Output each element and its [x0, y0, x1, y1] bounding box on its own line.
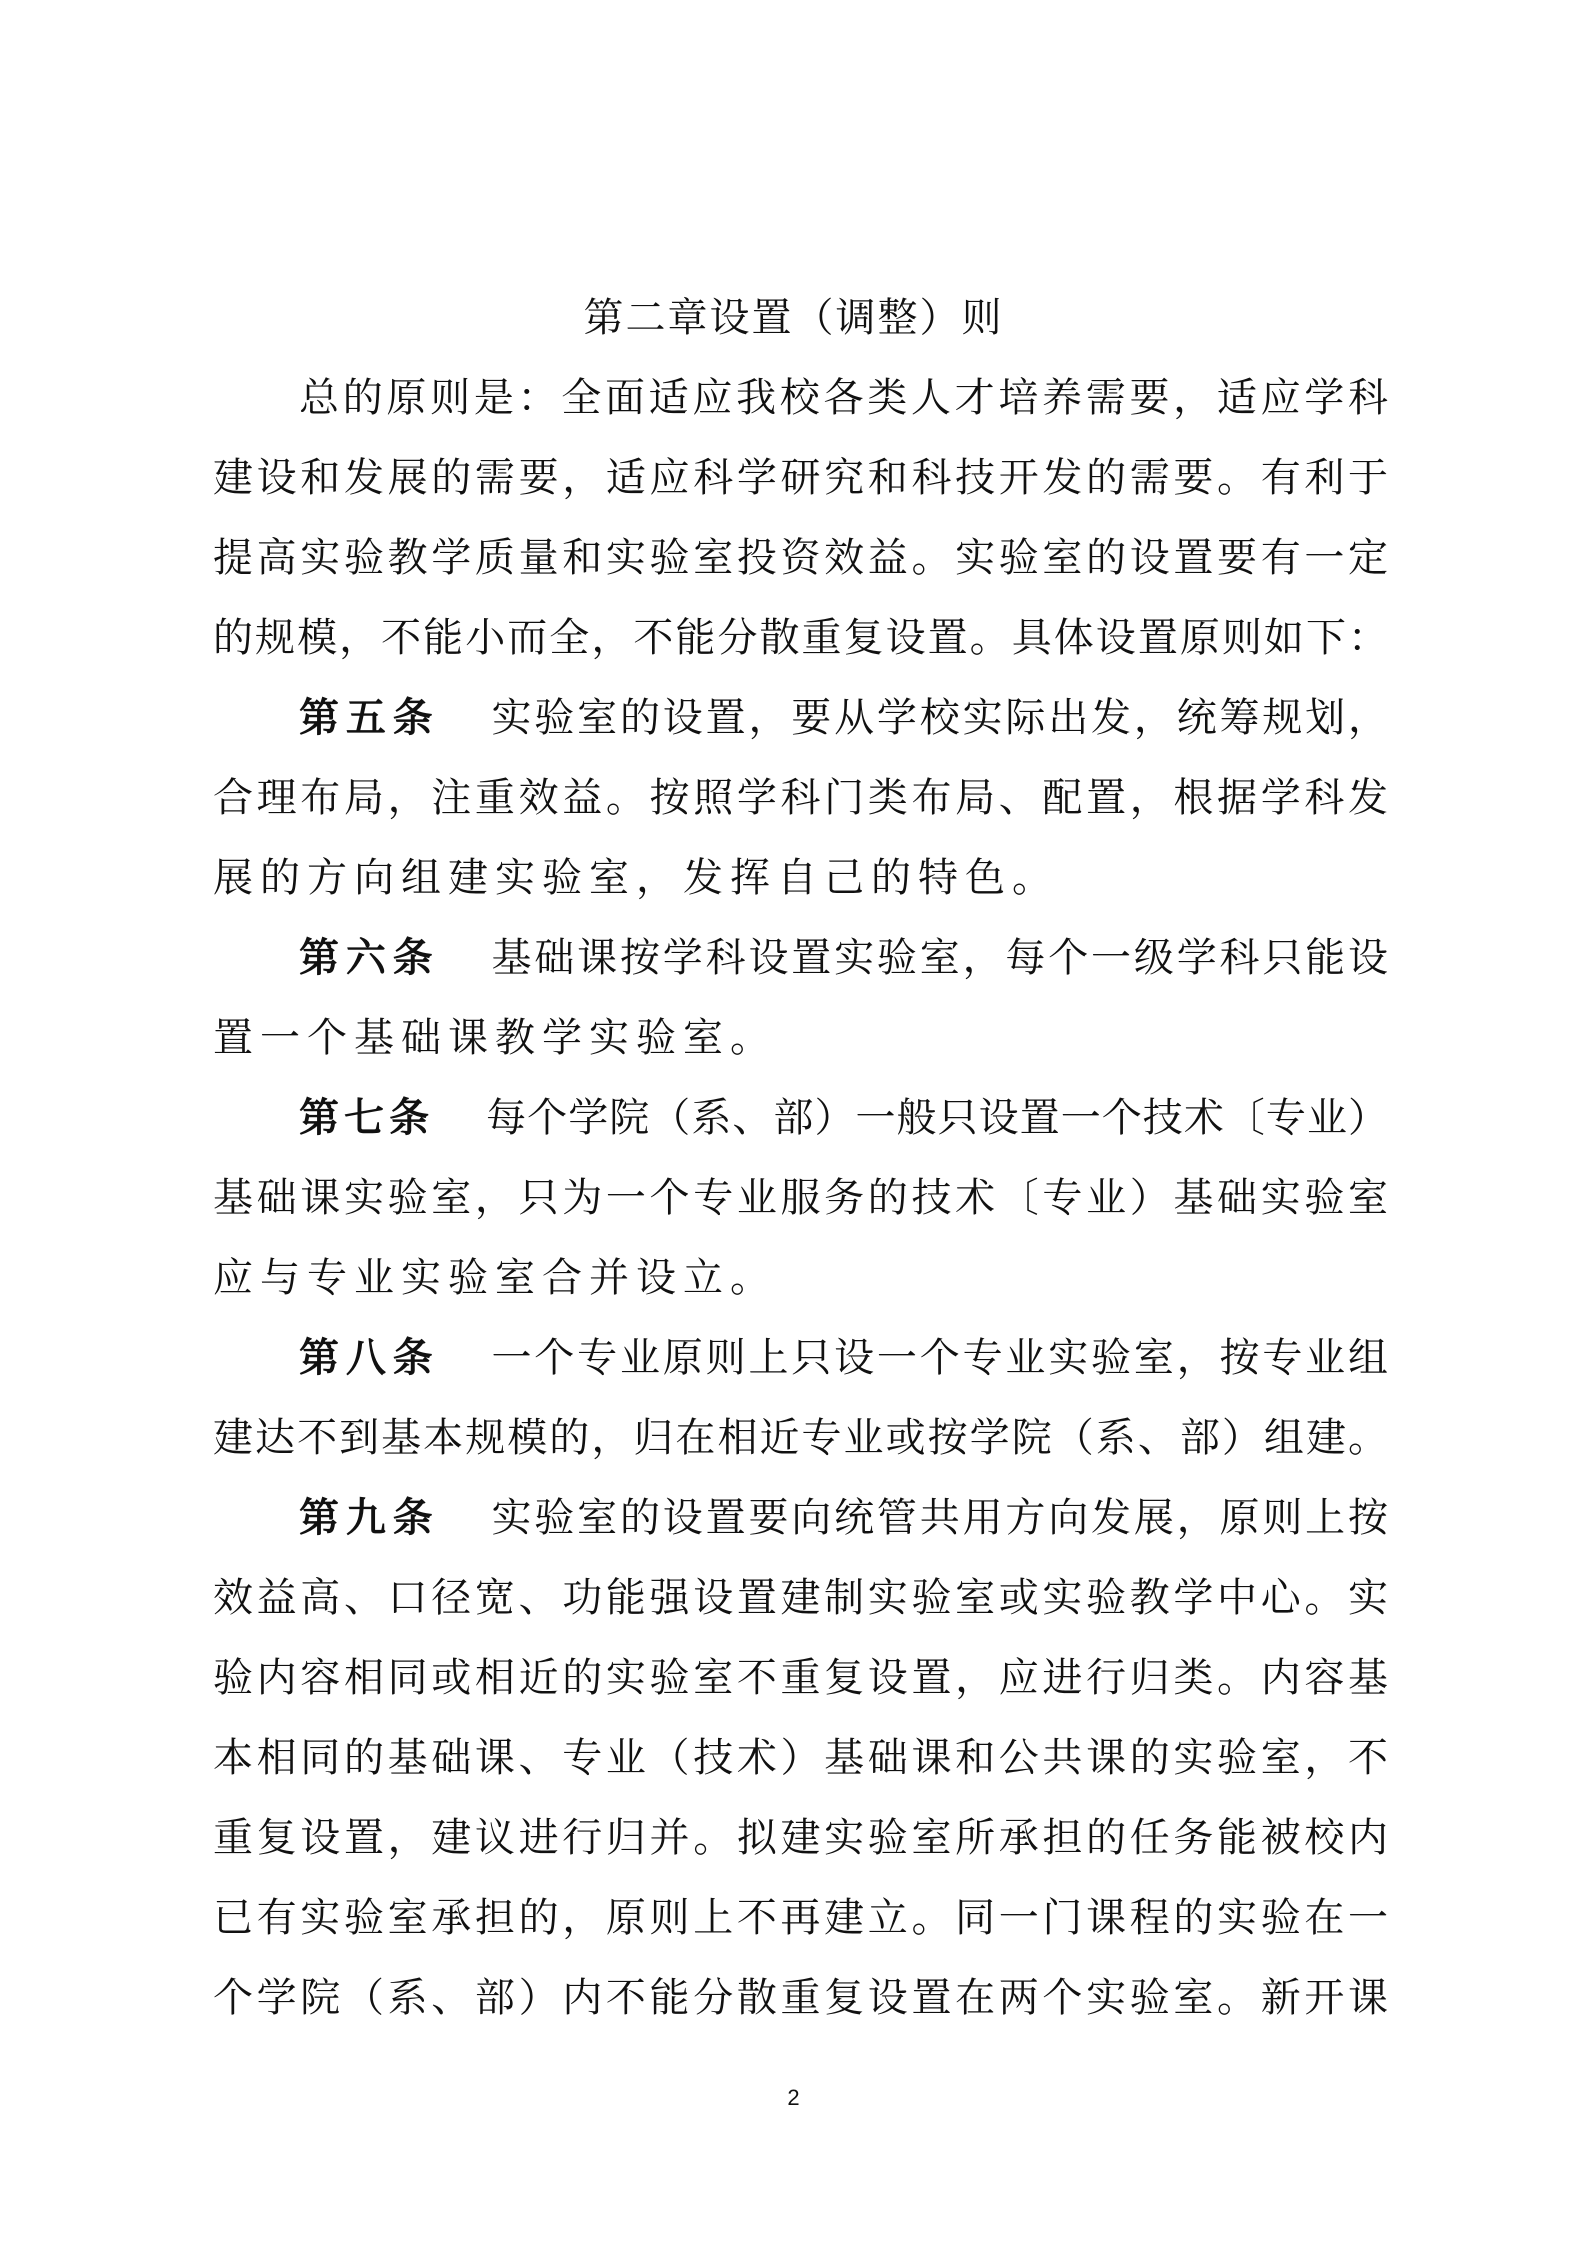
article-5-first-line — [299, 690, 1388, 746]
article-6-line: 置一个基础课教学实验室。 — [213, 1015, 777, 1061]
article-9-line: 个学院（系、部）内不能分散重复设置在两个实验室。新开课 — [213, 1975, 1388, 2021]
article-heading: 第八条 — [299, 1334, 440, 1381]
intro-line: 建设和发展的需要，适应科学研究和科技开发的需要。有利于 — [213, 455, 1388, 501]
article-6-first-line — [299, 930, 1388, 986]
article-9-first-line — [299, 1490, 1388, 1546]
article-text: 每个学院（系、部）一般只设置一个技术〔专业） — [486, 1095, 1388, 1141]
intro-line: 的规模，不能小而全，不能分散重复设置。具体设置原则如下： — [213, 615, 1388, 661]
chapter-title: 第二章设置（调整）则 — [583, 295, 1004, 341]
article-9-line: 效益高、口径宽、功能强设置建制实验室或实验教学中心。实 — [213, 1575, 1388, 1621]
article-8-line: 建达不到基本规模的，归在相近专业或按学院（系、部）组建。 — [213, 1415, 1388, 1461]
article-5-line: 合理布局，注重效益。按照学科门类布局、配置，根据学科发 — [213, 775, 1388, 821]
article-9-line: 已有实验室承担的，原则上不再建立。同一门课程的实验在一 — [213, 1895, 1388, 1941]
article-7-line: 应与专业实验室合并设立。 — [213, 1255, 777, 1301]
article-text: 基础课按学科设置实验室，每个一级学科只能设 — [491, 935, 1389, 981]
article-heading: 第九条 — [299, 1494, 440, 1541]
article-heading: 第五条 — [299, 694, 440, 741]
article-9-line: 重复设置，建议进行归并。拟建实验室所承担的任务能被校内 — [213, 1815, 1388, 1861]
article-7-line: 基础课实验室，只为一个专业服务的技术〔专业）基础实验室 — [213, 1175, 1388, 1221]
article-9-line: 本相同的基础课、专业（技术）基础课和公共课的实验室，不 — [213, 1735, 1388, 1781]
article-5-line: 展的方向组建实验室，发挥自己的特色。 — [213, 855, 1059, 901]
intro-line: 提高实验教学质量和实验室投资效益。实验室的设置要有一定 — [213, 535, 1388, 581]
article-9-line: 验内容相同或相近的实验室不重复设置，应进行归类。内容基 — [213, 1655, 1388, 1701]
article-text: 实验室的设置，要从学校实际出发，统筹规划， — [491, 695, 1389, 741]
intro-line: 总的原则是：全面适应我校各类人才培养需要，适应学科 — [299, 375, 1388, 421]
article-8-first-line — [299, 1330, 1388, 1386]
article-text: 一个专业原则上只设一个专业实验室，按专业组 — [491, 1335, 1389, 1381]
article-text: 实验室的设置要向统管共用方向发展，原则上按 — [491, 1495, 1389, 1541]
page-number: 2 — [787, 2085, 800, 2110]
article-heading: 第七条 — [299, 1094, 435, 1141]
article-heading: 第六条 — [299, 934, 440, 981]
article-7-first-line — [299, 1090, 1388, 1146]
